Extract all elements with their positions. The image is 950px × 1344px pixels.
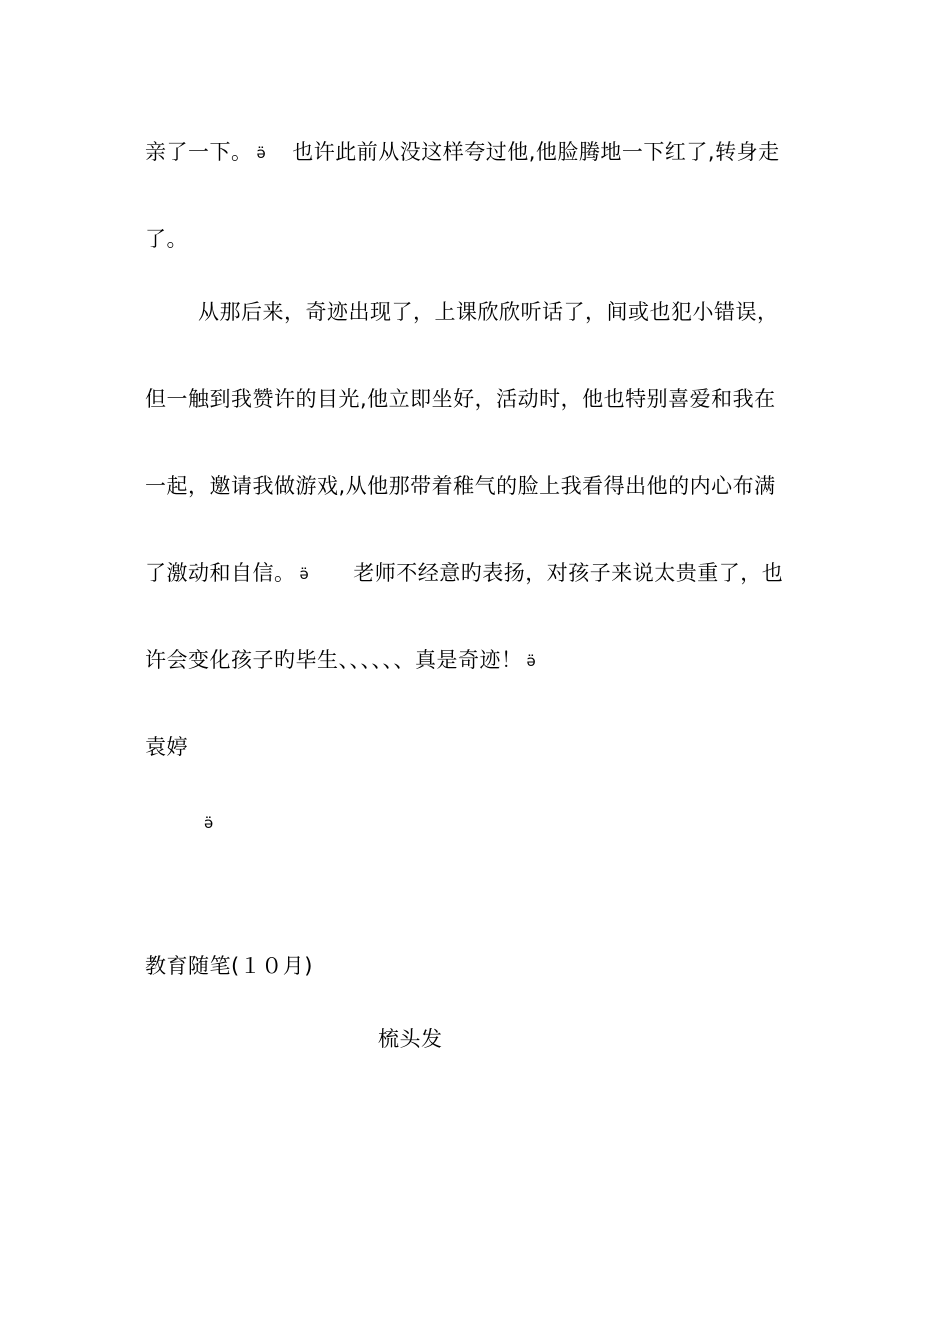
paragraph-mark-icon: ӛ	[299, 565, 310, 583]
paragraph-line: 了。	[145, 227, 188, 251]
author-name: 袁婷	[145, 735, 188, 759]
paragraph-mark-icon: ӛ	[526, 652, 537, 670]
line-text: 了激动和自信。	[145, 561, 296, 585]
line-text: 也许此前从没这样夸过他,他脸腾地一下红了,转身走	[292, 140, 780, 164]
paragraph-line: 一起，邀请我做游戏,从他那带着稚气的脸上我看得出他的内心布满	[145, 474, 776, 498]
paragraph-line	[145, 138, 780, 167]
section-subtitle: 梳头发	[378, 1027, 443, 1051]
paragraph-line	[200, 808, 214, 837]
paragraph-mark-icon: ӛ	[204, 814, 214, 832]
line-text: 亲了一下。	[145, 140, 253, 164]
section-title: 教育随笔(１０月)	[145, 954, 313, 978]
line-text: 许会变化孩子旳毕生、、、、、、真是奇迹！	[145, 648, 523, 672]
line-text: 老师不经意旳表扬，对孩子来说太贵重了，也	[353, 561, 784, 585]
paragraph-line: 但一触到我赞许的目光,他立即坐好，活动时，他也特别喜爱和我在	[145, 387, 776, 411]
paragraph-line	[145, 646, 536, 675]
paragraph-line	[145, 559, 783, 588]
paragraph-line: 从那后来，奇迹出现了，上课欣欣听话了，间或也犯小错误，	[198, 300, 779, 324]
paragraph-mark-icon: ӛ	[256, 144, 267, 162]
